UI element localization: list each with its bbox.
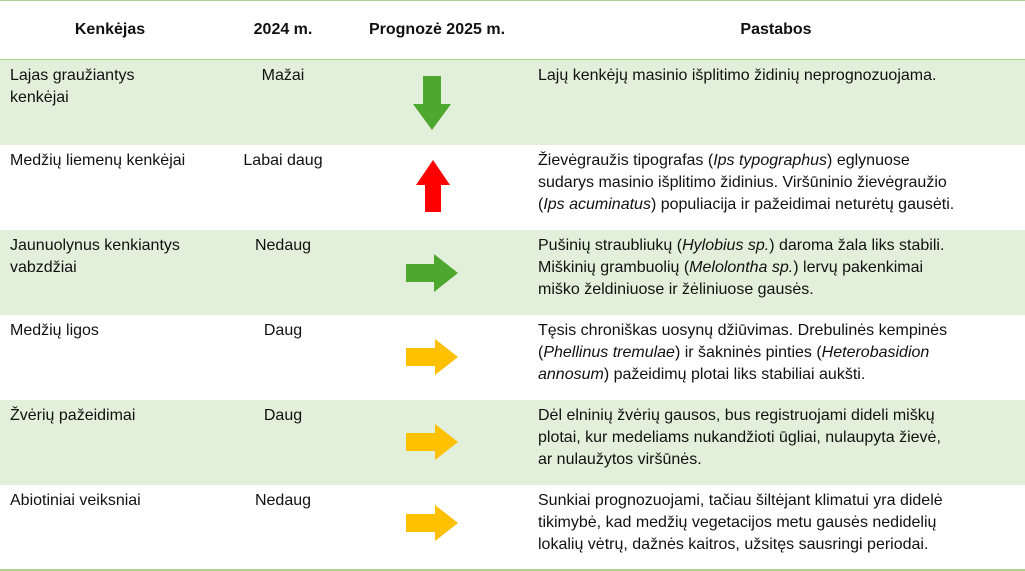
arrow-down-icon [413, 76, 451, 130]
pest-name: Medžių ligos [10, 322, 99, 339]
note-fragment: ( [538, 196, 544, 213]
note-fragment: Ips acuminatus [543, 196, 651, 213]
note-fragment: Phellinus tremulae [543, 344, 675, 361]
note-fragment: Miškinių grambuolių ( [538, 259, 690, 276]
header-notes: Pastabos [740, 21, 812, 38]
arrow-right-icon [406, 254, 458, 292]
note: Pušinių straubliukų (Hylobius sp.) daroma žala liks stabili. Miškinių grambuolių (Melolontha sp.) lervų pakenkimai miško želdiniuose ir žėliniuose gausės. [538, 237, 945, 298]
arrow-right-icon [406, 339, 458, 375]
level-2024: Nedaug [254, 237, 312, 254]
table-row [0, 485, 1025, 569]
level-2024: Mažai [261, 67, 305, 84]
arrow-up-icon [416, 160, 450, 212]
pest-name: Jaunuolynus kenkiantys vabzdžiai [10, 237, 180, 276]
note-fragment: Pušinių straubliukų ( [538, 237, 683, 254]
header-forecast-2025: Prognozė 2025 m. [368, 21, 506, 38]
pest-name: Medžių liemenų kenkėjai [10, 152, 186, 169]
table-row [0, 230, 1025, 315]
arrow-right-icon [406, 505, 458, 541]
note: Tęsis chroniškas uosynų džiūvimas. Drebulinės kempinės (Phellinus tremulae) ir šakninės pinties (Heterobasidion annosum) pažeidimų plotai liks stabiliai aukšti. [538, 322, 948, 383]
level-2024: Daug [263, 407, 303, 424]
note-fragment: ) pažeidimų plotai liks stabiliai aukšti. [603, 366, 866, 383]
table-row [0, 400, 1025, 485]
note-fragment: ) eglynuose [827, 152, 910, 169]
pest-name: Lajas graužiantys kenkėjai [10, 67, 135, 106]
table-row [0, 315, 1025, 400]
note-fragment: ) ir šakninės pinties ( [674, 344, 822, 361]
level-2024: Labai daug [243, 152, 323, 169]
note-fragment: Heterobasidion [821, 344, 930, 361]
note: Dėl elninių žvėrių gausos, bus registruojami dideli miškų plotai, kur medeliams nukandžioti ūgliai, nulaupyta žievė, ar nulaužytos viršūnės. [538, 407, 941, 468]
header-pest: Kenkėjas [74, 21, 146, 38]
note-fragment: ) populiacija ir pažeidimai neturėtų gausėti. [650, 196, 955, 213]
level-2024: Nedaug [254, 492, 312, 509]
pest-name: Žvėrių pažeidimai [10, 407, 136, 424]
note-fragment: Ips typographus [713, 152, 828, 169]
pest-name: Abiotiniai veiksniai [10, 492, 141, 509]
note: Žievėgraužis tipografas (Ips typographus) eglynuose sudarys masinio išplitimo židinius. Viršūninio žievėgraužio (Ips acuminatus) populiacija ir pažeidimai neturėtų gausėti. [538, 152, 955, 213]
header-2024: 2024 m. [253, 21, 313, 38]
note-fragment: annosum [538, 366, 604, 383]
level-2024: Daug [263, 322, 303, 339]
table-row [0, 145, 1025, 230]
note-fragment: Hylobius sp. [682, 237, 770, 254]
note-fragment: ) daroma žala liks stabili. [769, 237, 945, 254]
note: Sunkiai prognozuojami, tačiau šiltėjant klimatui yra didelė tikimybė, kad medžių vegetacijos metu gausės nedidelių lokalių vėtrų, dažnės kaitros, užsitęs sausringi periodai. [538, 492, 943, 553]
table-header [0, 0, 1025, 60]
arrow-right-icon [406, 424, 458, 460]
note-fragment: Melolontha sp. [689, 259, 794, 276]
note: Lajų kenkėjų masinio išplitimo židinių neprognozuojama. [538, 67, 937, 84]
note-fragment: ) lervų pakenkimai [793, 259, 924, 276]
note-fragment: ( [538, 344, 544, 361]
note-fragment: Žievėgraužis tipografas ( [538, 152, 714, 169]
table-row [0, 60, 1025, 145]
